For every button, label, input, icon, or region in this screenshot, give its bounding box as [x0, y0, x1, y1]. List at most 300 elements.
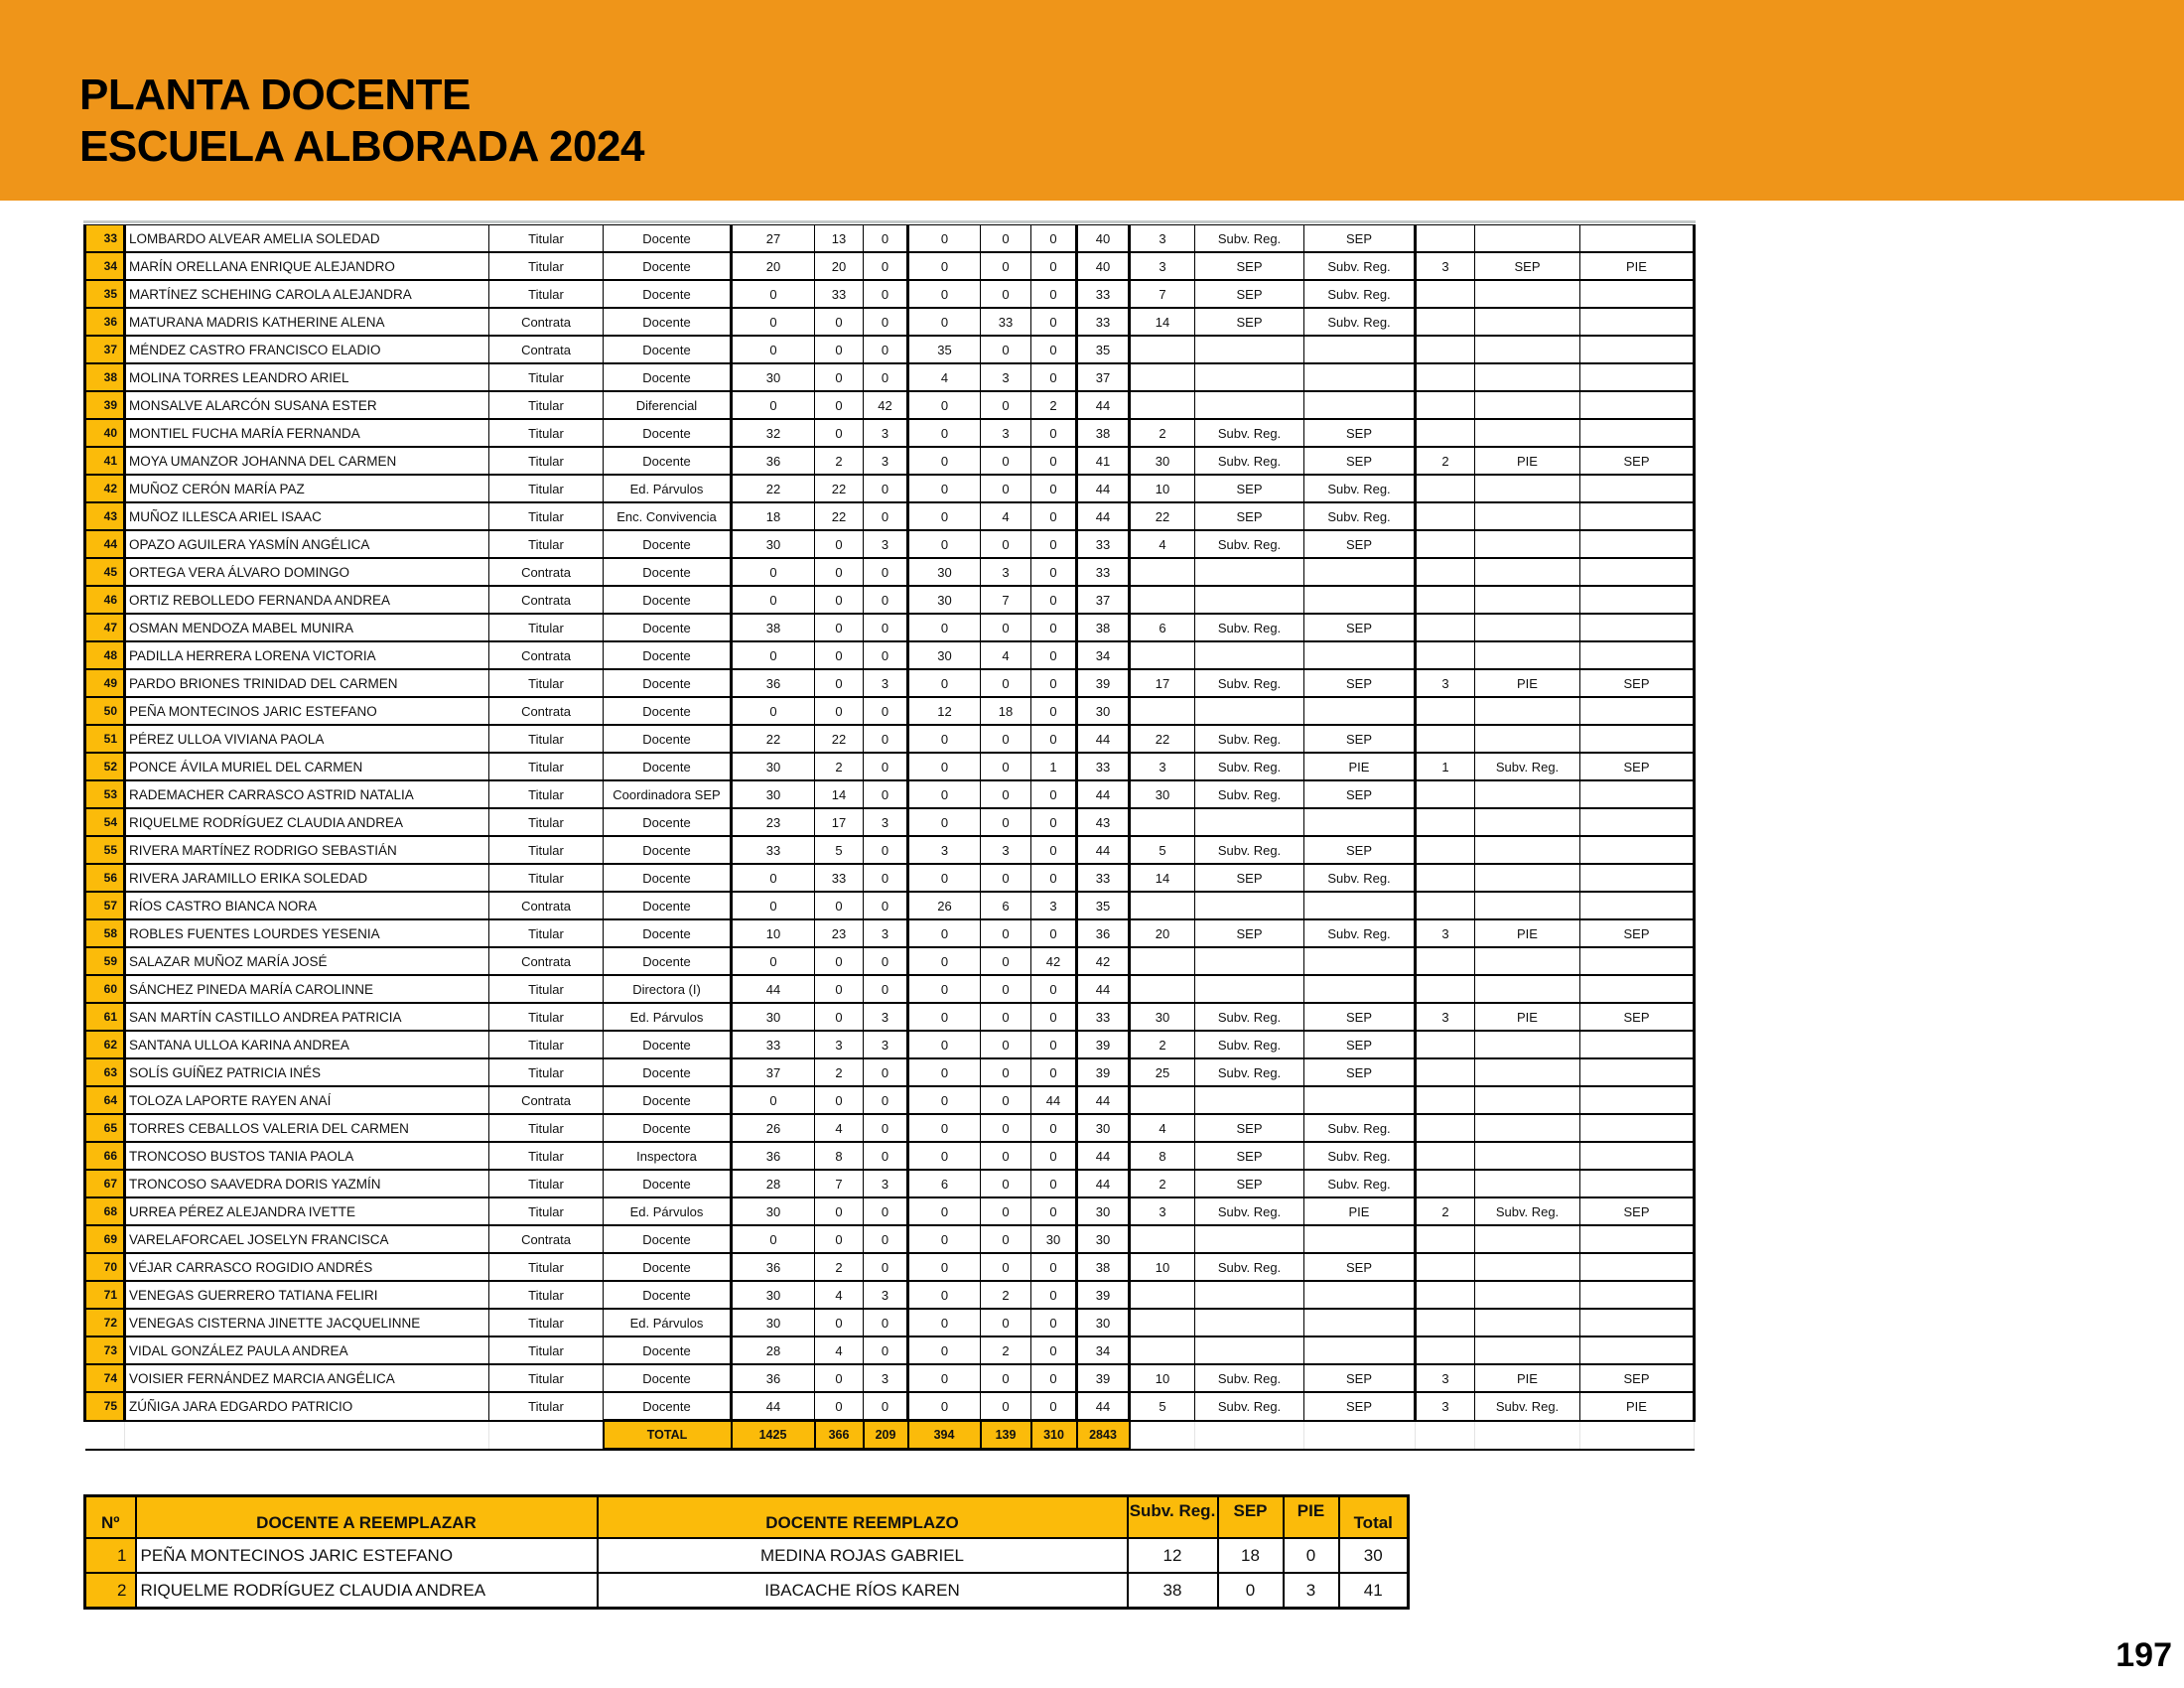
hours-col-6: 0 [1031, 1392, 1077, 1421]
hours-col-4: 0 [908, 447, 981, 475]
role: Docente [604, 530, 732, 558]
funding-1: SEP [1195, 502, 1304, 530]
hours-col-6: 0 [1031, 641, 1077, 669]
contract-type: Titular [489, 530, 604, 558]
contract-type: Contrata [489, 336, 604, 363]
hours-col-3: 0 [864, 836, 908, 864]
total-hours: 33 [1077, 753, 1130, 780]
row-number: 60 [85, 975, 125, 1003]
split-hours: 30 [1130, 1003, 1195, 1031]
split-hours: 7 [1130, 280, 1195, 308]
hours-col-3: 0 [864, 975, 908, 1003]
funding-2: PIE [1304, 753, 1416, 780]
hours-col-5: 2 [981, 1281, 1031, 1309]
hours-col-4: 0 [908, 780, 981, 808]
extra-hours [1416, 780, 1475, 808]
extra-hours [1416, 475, 1475, 502]
teacher-name: MÉNDEZ CASTRO FRANCISCO ELADIO [125, 336, 489, 363]
hours-col-2: 0 [815, 1197, 864, 1225]
hours-col-5: 0 [981, 1225, 1031, 1253]
page-title [79, 70, 644, 173]
hours-col-6: 0 [1031, 836, 1077, 864]
contract-type: Titular [489, 614, 604, 641]
teacher-name: OPAZO AGUILERA YASMÍN ANGÉLICA [125, 530, 489, 558]
hours-col-4: 0 [908, 1031, 981, 1058]
funding-1 [1195, 1281, 1304, 1309]
funding-2: Subv. Reg. [1304, 280, 1416, 308]
extra-hours [1416, 1225, 1475, 1253]
teacher-name: TRONCOSO SAAVEDRA DORIS YAZMÍN [125, 1170, 489, 1197]
extra-hours [1416, 641, 1475, 669]
funding-1: Subv. Reg. [1195, 753, 1304, 780]
hours-col-3: 0 [864, 502, 908, 530]
hours-col-4: 0 [908, 419, 981, 447]
hours-col-4: 12 [908, 697, 981, 725]
row-number: 62 [85, 1031, 125, 1058]
funding-4: SEP [1580, 753, 1695, 780]
funding-4 [1580, 308, 1695, 336]
contract-type: Contrata [489, 947, 604, 975]
hours-col-1: 30 [732, 1281, 815, 1309]
table-row [85, 753, 1695, 780]
hours-col-4: 30 [908, 641, 981, 669]
hours-col-6: 2 [1031, 391, 1077, 419]
funding-3 [1475, 1058, 1580, 1086]
contract-type: Titular [489, 836, 604, 864]
hours-col-5: 0 [981, 252, 1031, 280]
funding-3: Subv. Reg. [1475, 1197, 1580, 1225]
total-hours: 44 [1077, 391, 1130, 419]
split-hours: 25 [1130, 1058, 1195, 1086]
table-row [85, 1309, 1695, 1336]
hours-col-2: 0 [815, 1003, 864, 1031]
row-number: 34 [85, 252, 125, 280]
funding-4 [1580, 475, 1695, 502]
table-row [85, 780, 1695, 808]
hours-col-4: 0 [908, 502, 981, 530]
row-number: 42 [85, 475, 125, 502]
role: Docente [604, 1170, 732, 1197]
funding-2 [1304, 1281, 1416, 1309]
hours-col-4: 0 [908, 1086, 981, 1114]
hours-col-3: 0 [864, 947, 908, 975]
header-docente-a-reemplazar: DOCENTE A REEMPLAZAR [136, 1496, 598, 1539]
funding-3 [1475, 975, 1580, 1003]
funding-2: SEP [1304, 1392, 1416, 1421]
contract-type: Titular [489, 447, 604, 475]
hours-col-6: 0 [1031, 1309, 1077, 1336]
split-hours: 6 [1130, 614, 1195, 641]
teacher-name: RIVERA JARAMILLO ERIKA SOLEDAD [125, 864, 489, 892]
total-value: 1425 [732, 1421, 815, 1450]
hours-col-6: 0 [1031, 530, 1077, 558]
hours-col-2: 23 [815, 919, 864, 947]
funding-2: Subv. Reg. [1304, 475, 1416, 502]
hours-col-3: 42 [864, 391, 908, 419]
split-hours [1130, 363, 1195, 391]
sep-hours: 18 [1218, 1538, 1284, 1573]
hours-col-6: 0 [1031, 669, 1077, 697]
split-hours: 22 [1130, 502, 1195, 530]
replacement-number: 2 [85, 1573, 136, 1609]
funding-2: SEP [1304, 614, 1416, 641]
funding-1: Subv. Reg. [1195, 780, 1304, 808]
role: Docente [604, 308, 732, 336]
hours-col-3: 0 [864, 475, 908, 502]
hours-col-6: 0 [1031, 975, 1077, 1003]
funding-3: PIE [1475, 669, 1580, 697]
hours-col-1: 36 [732, 1364, 815, 1392]
replacement-row [85, 1573, 1409, 1609]
split-hours: 2 [1130, 1170, 1195, 1197]
extra-hours [1416, 1309, 1475, 1336]
role: Docente [604, 1392, 732, 1421]
total-hours: 33 [1077, 280, 1130, 308]
contract-type: Titular [489, 1281, 604, 1309]
hours-col-2: 4 [815, 1114, 864, 1142]
role: Docente [604, 1364, 732, 1392]
header-subv-reg: Subv. Reg. [1128, 1496, 1218, 1539]
hours-col-3: 0 [864, 558, 908, 586]
replacement-teacher: IBACACHE RÍOS KAREN [598, 1573, 1128, 1609]
row-number: 56 [85, 864, 125, 892]
funding-2 [1304, 1336, 1416, 1364]
hours-col-1: 28 [732, 1170, 815, 1197]
hours-col-5: 0 [981, 975, 1031, 1003]
funding-3 [1475, 1031, 1580, 1058]
table-row [85, 1058, 1695, 1086]
split-hours: 10 [1130, 1253, 1195, 1281]
funding-2: PIE [1304, 1197, 1416, 1225]
funding-2 [1304, 947, 1416, 975]
hours-col-1: 22 [732, 475, 815, 502]
extra-hours [1416, 502, 1475, 530]
funding-4 [1580, 725, 1695, 753]
funding-2: SEP [1304, 1031, 1416, 1058]
funding-3 [1475, 1253, 1580, 1281]
funding-1 [1195, 336, 1304, 363]
row-number: 61 [85, 1003, 125, 1031]
teacher-name: MONTIEL FUCHA MARÍA FERNANDA [125, 419, 489, 447]
total-hours: 42 [1077, 947, 1130, 975]
table-row [85, 919, 1695, 947]
total-label: TOTAL [604, 1421, 732, 1450]
funding-2 [1304, 558, 1416, 586]
empty-cell [1475, 1421, 1580, 1450]
teacher-name: SALAZAR MUÑOZ MARÍA JOSÉ [125, 947, 489, 975]
contract-type: Contrata [489, 1225, 604, 1253]
funding-1 [1195, 1086, 1304, 1114]
funding-2 [1304, 892, 1416, 919]
funding-1 [1195, 1309, 1304, 1336]
funding-2: Subv. Reg. [1304, 919, 1416, 947]
hours-col-2: 2 [815, 1253, 864, 1281]
empty-cell [85, 1421, 125, 1450]
funding-2: SEP [1304, 725, 1416, 753]
contract-type: Contrata [489, 697, 604, 725]
total-hours: 38 [1077, 1253, 1130, 1281]
total-hours: 38 [1077, 614, 1130, 641]
table-row [85, 252, 1695, 280]
extra-hours [1416, 530, 1475, 558]
hours-col-5: 2 [981, 1336, 1031, 1364]
hours-col-2: 17 [815, 808, 864, 836]
hours-col-1: 44 [732, 975, 815, 1003]
hours-col-3: 3 [864, 1031, 908, 1058]
role: Docente [604, 697, 732, 725]
row-number: 33 [85, 225, 125, 253]
sep-hours: 0 [1218, 1573, 1284, 1609]
hours-col-2: 0 [815, 419, 864, 447]
row-number: 41 [85, 447, 125, 475]
role: Docente [604, 1225, 732, 1253]
total-hours: 44 [1077, 475, 1130, 502]
teacher-name: RÍOS CASTRO BIANCA NORA [125, 892, 489, 919]
row-number: 36 [85, 308, 125, 336]
funding-4 [1580, 947, 1695, 975]
funding-4 [1580, 780, 1695, 808]
funding-2: SEP [1304, 1253, 1416, 1281]
contract-type: Titular [489, 669, 604, 697]
hours-col-4: 0 [908, 975, 981, 1003]
staff-table [83, 224, 1696, 1451]
hours-col-1: 10 [732, 919, 815, 947]
role: Docente [604, 447, 732, 475]
contract-type: Contrata [489, 1086, 604, 1114]
hours-col-3: 0 [864, 1309, 908, 1336]
row-number: 68 [85, 1197, 125, 1225]
table-row [85, 1392, 1695, 1421]
funding-2: SEP [1304, 1364, 1416, 1392]
funding-1: Subv. Reg. [1195, 1253, 1304, 1281]
hours-col-4: 0 [908, 669, 981, 697]
hours-col-4: 0 [908, 614, 981, 641]
split-hours: 2 [1130, 419, 1195, 447]
funding-4: SEP [1580, 1364, 1695, 1392]
funding-2: SEP [1304, 836, 1416, 864]
hours-col-5: 0 [981, 614, 1031, 641]
funding-1: Subv. Reg. [1195, 1031, 1304, 1058]
hours-col-3: 3 [864, 1170, 908, 1197]
table-row [85, 502, 1695, 530]
split-hours: 2 [1130, 1031, 1195, 1058]
teacher-name: VENEGAS CISTERNA JINETTE JACQUELINNE [125, 1309, 489, 1336]
hours-col-2: 0 [815, 586, 864, 614]
page-number: 197 [2116, 1636, 2172, 1674]
teacher-name: TRONCOSO BUSTOS TANIA PAOLA [125, 1142, 489, 1170]
hours-col-4: 0 [908, 947, 981, 975]
contract-type: Titular [489, 475, 604, 502]
split-hours [1130, 1309, 1195, 1336]
funding-4 [1580, 808, 1695, 836]
hours-col-3: 0 [864, 753, 908, 780]
hours-col-3: 3 [864, 1003, 908, 1031]
split-hours: 30 [1130, 447, 1195, 475]
hours-col-3: 0 [864, 725, 908, 753]
role: Docente [604, 919, 732, 947]
total-value: 209 [864, 1421, 908, 1450]
hours-col-2: 0 [815, 558, 864, 586]
funding-1: Subv. Reg. [1195, 614, 1304, 641]
hours-col-3: 0 [864, 280, 908, 308]
funding-1 [1195, 641, 1304, 669]
total-hours: 44 [1077, 836, 1130, 864]
contract-type: Titular [489, 1114, 604, 1142]
hours-col-6: 0 [1031, 280, 1077, 308]
hours-col-4: 0 [908, 1114, 981, 1142]
hours-col-4: 0 [908, 753, 981, 780]
total-hours: 41 [1339, 1573, 1409, 1609]
role: Directora (I) [604, 975, 732, 1003]
role: Docente [604, 669, 732, 697]
hours-col-3: 0 [864, 780, 908, 808]
hours-col-2: 4 [815, 1281, 864, 1309]
hours-col-5: 0 [981, 447, 1031, 475]
hours-col-1: 30 [732, 1197, 815, 1225]
hours-col-6: 0 [1031, 225, 1077, 253]
row-number: 38 [85, 363, 125, 391]
replacement-teacher: MEDINA ROJAS GABRIEL [598, 1538, 1128, 1573]
funding-3: Subv. Reg. [1475, 1392, 1580, 1421]
table-row [85, 614, 1695, 641]
contract-type: Titular [489, 808, 604, 836]
row-number: 40 [85, 419, 125, 447]
role: Docente [604, 947, 732, 975]
hours-col-6: 0 [1031, 919, 1077, 947]
hours-col-4: 4 [908, 363, 981, 391]
table-row [85, 586, 1695, 614]
hours-col-2: 0 [815, 1392, 864, 1421]
funding-4 [1580, 1225, 1695, 1253]
hours-col-2: 0 [815, 336, 864, 363]
hours-col-1: 0 [732, 280, 815, 308]
extra-hours [1416, 363, 1475, 391]
hours-col-1: 0 [732, 892, 815, 919]
hours-col-4: 30 [908, 586, 981, 614]
hours-col-3: 0 [864, 1392, 908, 1421]
contract-type: Titular [489, 1253, 604, 1281]
hours-col-3: 0 [864, 641, 908, 669]
hours-col-1: 30 [732, 1309, 815, 1336]
extra-hours [1416, 614, 1475, 641]
split-hours [1130, 558, 1195, 586]
hours-col-2: 4 [815, 1336, 864, 1364]
total-hours: 30 [1077, 1197, 1130, 1225]
split-hours: 3 [1130, 252, 1195, 280]
hours-col-2: 0 [815, 892, 864, 919]
row-number: 55 [85, 836, 125, 864]
header-number: Nº [85, 1496, 136, 1539]
hours-col-5: 0 [981, 1086, 1031, 1114]
funding-3: PIE [1475, 919, 1580, 947]
hours-col-4: 0 [908, 391, 981, 419]
total-value: 139 [981, 1421, 1031, 1450]
hours-col-4: 0 [908, 308, 981, 336]
subv-reg-hours: 12 [1128, 1538, 1218, 1573]
extra-hours: 2 [1416, 447, 1475, 475]
hours-col-3: 3 [864, 447, 908, 475]
funding-1 [1195, 892, 1304, 919]
hours-col-1: 0 [732, 391, 815, 419]
total-hours: 30 [1339, 1538, 1409, 1573]
hours-col-3: 0 [864, 1253, 908, 1281]
total-hours: 35 [1077, 336, 1130, 363]
total-hours: 44 [1077, 975, 1130, 1003]
hours-col-5: 0 [981, 947, 1031, 975]
split-hours [1130, 1225, 1195, 1253]
funding-1: SEP [1195, 475, 1304, 502]
hours-col-6: 0 [1031, 725, 1077, 753]
row-number: 51 [85, 725, 125, 753]
hours-col-6: 0 [1031, 308, 1077, 336]
funding-4 [1580, 1142, 1695, 1170]
split-hours: 4 [1130, 530, 1195, 558]
funding-2: Subv. Reg. [1304, 1142, 1416, 1170]
hours-col-1: 30 [732, 363, 815, 391]
row-number: 72 [85, 1309, 125, 1336]
row-number: 69 [85, 1225, 125, 1253]
contract-type: Titular [489, 1170, 604, 1197]
hours-col-1: 32 [732, 419, 815, 447]
hours-col-5: 0 [981, 1170, 1031, 1197]
contract-type: Titular [489, 1336, 604, 1364]
contract-type: Contrata [489, 586, 604, 614]
hours-col-1: 36 [732, 1142, 815, 1170]
total-value: 310 [1031, 1421, 1077, 1450]
total-hours: 39 [1077, 1058, 1130, 1086]
hours-col-2: 2 [815, 447, 864, 475]
hours-col-1: 20 [732, 252, 815, 280]
hours-col-1: 0 [732, 336, 815, 363]
funding-4: SEP [1580, 1003, 1695, 1031]
hours-col-4: 0 [908, 864, 981, 892]
funding-4 [1580, 836, 1695, 864]
hours-col-6: 0 [1031, 1031, 1077, 1058]
contract-type: Titular [489, 1031, 604, 1058]
hours-col-3: 0 [864, 308, 908, 336]
contract-type: Titular [489, 753, 604, 780]
hours-col-4: 0 [908, 725, 981, 753]
funding-3 [1475, 1170, 1580, 1197]
hours-col-4: 0 [908, 808, 981, 836]
split-hours [1130, 391, 1195, 419]
teacher-name: ORTIZ REBOLLEDO FERNANDA ANDREA [125, 586, 489, 614]
funding-3 [1475, 892, 1580, 919]
teacher-name: SANTANA ULLOA KARINA ANDREA [125, 1031, 489, 1058]
split-hours [1130, 975, 1195, 1003]
row-number: 52 [85, 753, 125, 780]
funding-4 [1580, 614, 1695, 641]
funding-4 [1580, 864, 1695, 892]
funding-1: SEP [1195, 864, 1304, 892]
teacher-name: VOISIER FERNÁNDEZ MARCIA ANGÉLICA [125, 1364, 489, 1392]
contract-type: Titular [489, 419, 604, 447]
funding-2: Subv. Reg. [1304, 864, 1416, 892]
header-pie: PIE [1284, 1496, 1339, 1539]
total-hours: 30 [1077, 1309, 1130, 1336]
hours-col-5: 0 [981, 475, 1031, 502]
total-hours: 43 [1077, 808, 1130, 836]
funding-3 [1475, 363, 1580, 391]
empty-cell [1130, 1421, 1195, 1450]
funding-4 [1580, 336, 1695, 363]
hours-col-4: 0 [908, 1197, 981, 1225]
hours-col-2: 33 [815, 864, 864, 892]
split-hours [1130, 1336, 1195, 1364]
contract-type: Titular [489, 725, 604, 753]
role: Coordinadora SEP [604, 780, 732, 808]
hours-col-3: 0 [864, 614, 908, 641]
